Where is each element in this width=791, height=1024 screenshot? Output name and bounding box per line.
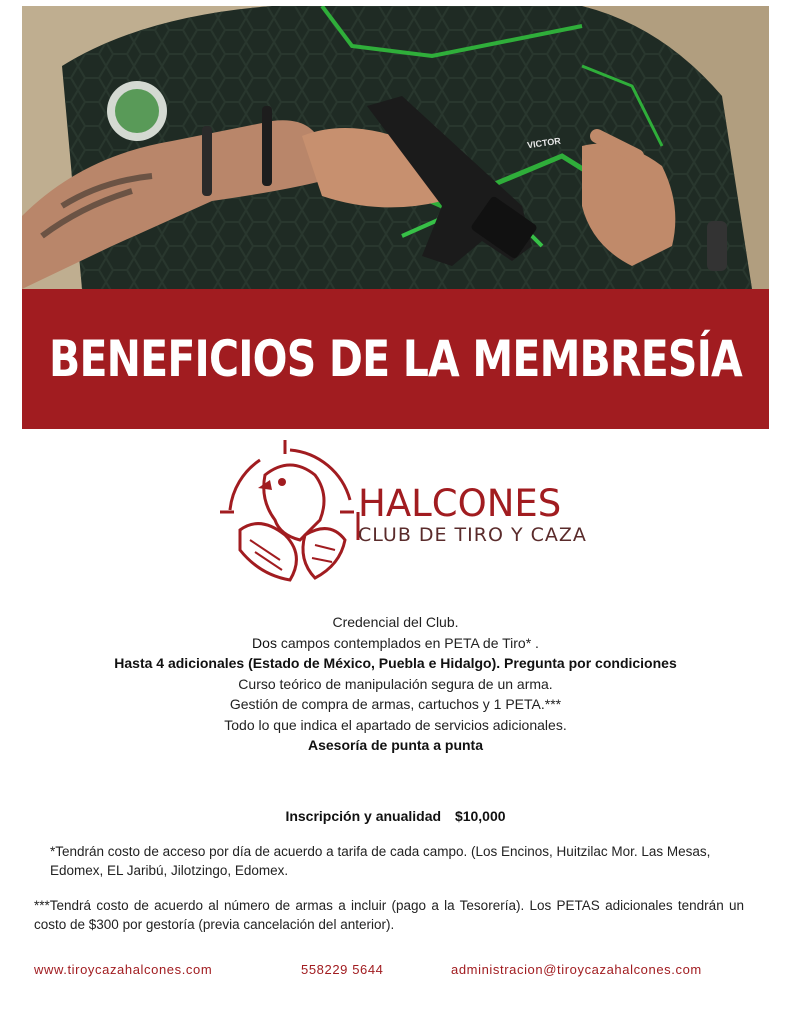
hero-photo bbox=[22, 6, 769, 289]
benefit-item: Curso teórico de manipulación segura de un arma. bbox=[238, 675, 553, 692]
jersey-brand-text: VICTOR bbox=[526, 135, 562, 151]
page-title: BENEFICIOS DE LA MEMBRESÍA bbox=[49, 330, 742, 388]
price-label: Inscripción y anualidad bbox=[285, 808, 442, 824]
benefit-item: Credencial del Club. bbox=[332, 614, 459, 630]
price-amount: $10,000 bbox=[454, 808, 506, 824]
website-link[interactable]: www.tiroycazahalcones.com bbox=[34, 962, 213, 977]
footnote-weapons-cost: ***Tendrá costo de acuerdo al número de armas a incluir (pago a la Tesorería). Los PETAS adicionales tendrán un costo de $300 por gestoría (previa cancelación del anterior). bbox=[34, 898, 744, 932]
title-banner bbox=[22, 289, 769, 429]
benefit-item bbox=[40, 633, 751, 654]
benefit-text: campos contemplados en PETA de Tiro* . bbox=[276, 634, 539, 651]
benefit-item: Todo lo que indica el apartado de servicios adicionales. bbox=[224, 716, 567, 733]
benefit-item: Hasta 4 adicionales (Estado de México, Puebla e Hidalgo). Pregunta por condiciones bbox=[114, 655, 677, 671]
benefits-list bbox=[40, 612, 751, 756]
logo-wordmark: HALCONES bbox=[358, 482, 562, 525]
membership-price bbox=[0, 808, 791, 824]
footnote-access-cost: *Tendrán costo de acceso por día de acuerdo a tarifa de cada campo. (Los Encinos, Huitzilac Mor. Las Mesas, Edomex, EL Jaribú, Jilotzingo, Edomex. bbox=[50, 844, 711, 878]
benefit-item: Asesoría de punta a punta bbox=[307, 737, 484, 753]
phone-number[interactable]: 558229 5644 bbox=[301, 962, 384, 977]
logo-subtitle: CLUB DE TIRO Y CAZA bbox=[358, 524, 587, 546]
benefit-item: Gestión de compra de armas, cartuchos y 1 PETA.*** bbox=[229, 696, 562, 712]
email-link[interactable]: administracion@tiroycazahalcones.com bbox=[451, 962, 702, 977]
benefit-emphasis: Dos bbox=[252, 634, 277, 651]
hero-illustration bbox=[22, 6, 769, 289]
